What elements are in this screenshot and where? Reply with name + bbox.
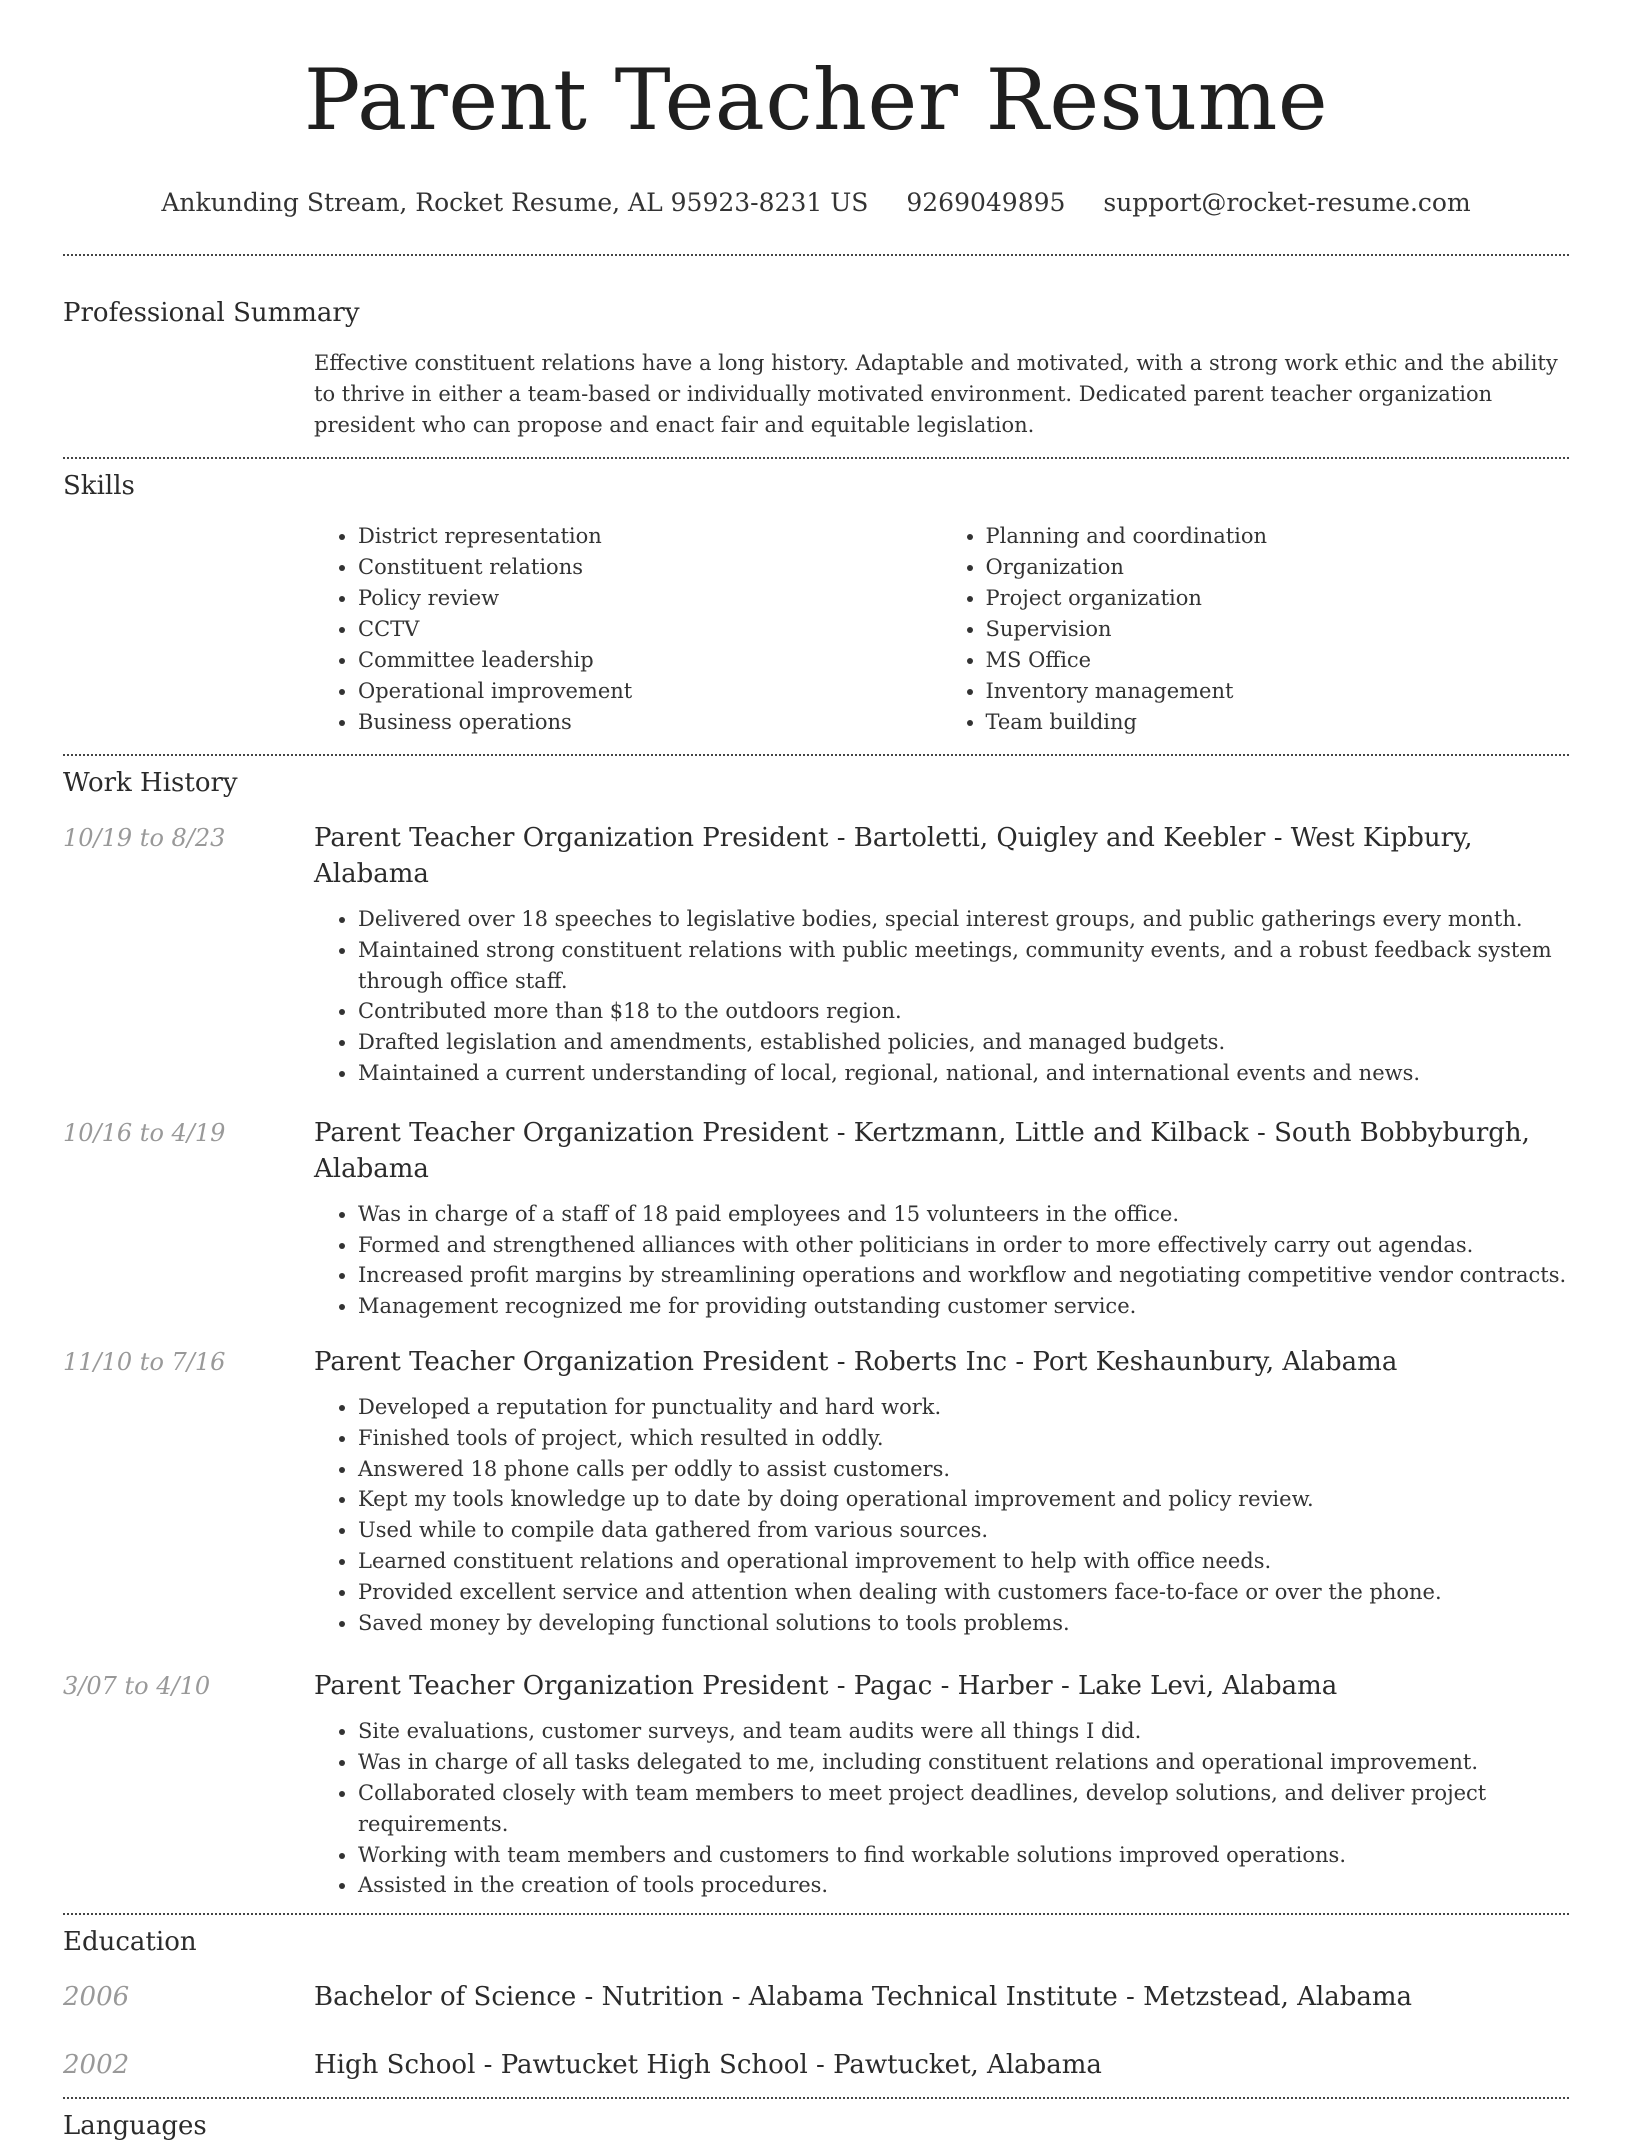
skill-item: • Organization (986, 552, 1570, 583)
job-list (63, 820, 1569, 1901)
skill-item: • Project organization (986, 583, 1570, 614)
education-list (63, 1979, 1569, 2083)
divider (63, 457, 1569, 459)
education-entry (63, 1979, 1569, 2015)
job-dates: 10/19 to 8/23 (63, 824, 226, 852)
job-dates: 10/16 to 4/19 (63, 1118, 226, 1147)
job-bullet: • Learned constituent relations and operational improvement to help with office needs. (358, 1546, 1569, 1577)
work-section (63, 768, 1569, 1901)
job-entry (63, 1344, 1569, 1638)
job-bullet: • Maintained a current understanding of local, regional, national, and international events and news. (358, 1058, 1569, 1089)
skills-section (63, 471, 1569, 738)
job-bullets (314, 1716, 1569, 1901)
divider (63, 754, 1569, 756)
contact-phone: 9269049895 (906, 188, 1066, 217)
job-bullet: • Site evaluations, customer surveys, and team audits were all things I did. (358, 1716, 1569, 1747)
contact-address: Ankunding Stream, Rocket Resume, AL 95923-8231 US (161, 188, 869, 217)
job-bullet: • Management recognized me for providing outstanding customer service. (358, 1291, 1569, 1322)
skills-column-left (314, 521, 942, 738)
languages-heading: Languages (63, 2111, 207, 2141)
contact-email: support@rocket-resume.com (1103, 188, 1471, 217)
job-bullets (314, 1392, 1569, 1638)
job-bullet: • Saved money by developing functional solutions to tools problems. (358, 1608, 1569, 1639)
job-bullet: • Kept my tools knowledge up to date by doing operational improvement and policy review. (358, 1484, 1569, 1515)
education-year: 2006 (63, 1982, 130, 2013)
skills-list (314, 521, 1569, 738)
job-bullet: • Contributed more than $18 to the outdoors region. (358, 996, 1569, 1027)
skill-item: • District representation (358, 521, 942, 552)
job-bullet: • Answered 18 phone calls per oddly to assist customers. (358, 1454, 1569, 1485)
job-entry (63, 1668, 1569, 1901)
job-bullet: • Formed and strengthened alliances with other politicians in order to more effectively carry out agendas. (358, 1230, 1569, 1261)
job-bullet: • Finished tools of project, which resulted in oddly. (358, 1423, 1569, 1454)
job-title: Parent Teacher Organization President - Bartoletti, Quigley and Keebler - West Kipbury, Alabama (314, 823, 1473, 889)
job-bullet: • Was in charge of a staff of 18 paid employees and 15 volunteers in the office. (358, 1199, 1569, 1230)
job-title: Parent Teacher Organization President - Pagac - Harber - Lake Levi, Alabama (314, 1671, 1338, 1702)
job-bullet: • Maintained strong constituent relations with public meetings, community events, and a robust feedback system through office staff. (358, 935, 1569, 997)
skill-item: • Constituent relations (358, 552, 942, 583)
skill-item: • Supervision (986, 614, 1570, 645)
skill-item: • CCTV (358, 614, 942, 645)
summary-section (63, 298, 1569, 441)
job-bullet: • Working with team members and customers to find workable solutions improved operations. (358, 1840, 1569, 1871)
education-section (63, 1927, 1569, 2083)
divider (63, 2097, 1569, 2099)
education-title: Bachelor of Science - Nutrition - Alabama Technical Institute - Metzstead, Alabama (314, 1982, 1412, 2013)
job-bullet: • Provided excellent service and attention when dealing with customers face-to-face or over the phone. (358, 1577, 1569, 1608)
job-bullets (314, 1199, 1569, 1322)
job-body (314, 1344, 1569, 1638)
job-dates: 3/07 to 4/10 (63, 1672, 211, 1701)
languages-section (63, 2111, 1569, 2141)
summary-text: Effective constituent relations have a long history. Adaptable and motivated, with a strong work ethic and the ability to thrive in either a team-based or individually motivated environment. Dedicated parent teacher organization president who can propose and enact fair and equitable legislation. (314, 351, 1558, 437)
work-heading: Work History (63, 768, 238, 798)
job-bullet: • Delivered over 18 speeches to legislative bodies, special interest groups, and public gatherings every month. (358, 904, 1569, 935)
job-bullets (314, 904, 1569, 1089)
summary-heading: Professional Summary (63, 298, 360, 328)
job-title: Parent Teacher Organization President - Roberts Inc - Port Keshaunbury, Alabama (314, 1346, 1398, 1377)
job-bullet: • Collaborated closely with team members to meet project deadlines, develop solutions, and deliver project requirements. (358, 1778, 1569, 1840)
skill-item: • MS Office (986, 645, 1570, 676)
skills-column-right (942, 521, 1570, 738)
job-entry (63, 1115, 1569, 1322)
skill-item: • Team building (986, 707, 1570, 738)
job-entry (63, 820, 1569, 1089)
job-bullet: • Used while to compile data gathered from various sources. (358, 1515, 1569, 1546)
education-year: 2002 (63, 2050, 130, 2081)
job-body (314, 1668, 1569, 1901)
job-body (314, 820, 1569, 1089)
skill-item: • Planning and coordination (986, 521, 1570, 552)
skill-item: • Policy review (358, 583, 942, 614)
education-title: High School - Pawtucket High School - Pawtucket, Alabama (314, 2050, 1102, 2081)
contact-line (0, 188, 1632, 218)
job-bullet: • Drafted legislation and amendments, established policies, and managed budgets. (358, 1027, 1569, 1058)
divider (63, 254, 1569, 256)
skill-item: • Inventory management (986, 676, 1570, 707)
job-bullet: • Assisted in the creation of tools procedures. (358, 1870, 1569, 1901)
job-dates: 11/10 to 7/16 (63, 1347, 226, 1376)
skills-heading: Skills (63, 471, 135, 501)
skill-item: • Committee leadership (358, 645, 942, 676)
education-heading: Education (63, 1927, 197, 1958)
education-entry (63, 2047, 1569, 2083)
skill-item: • Business operations (358, 707, 942, 738)
divider (63, 1913, 1569, 1915)
job-bullet: • Developed a reputation for punctuality and hard work. (358, 1392, 1569, 1423)
job-title: Parent Teacher Organization President - Kertzmann, Little and Kilback - South Bobbyburgh, Alabama (314, 1117, 1530, 1184)
resume-title: Parent Teacher Resume (303, 51, 1329, 149)
job-body (314, 1115, 1569, 1322)
job-bullet: • Increased profit margins by streamlining operations and workflow and negotiating competitive vendor contracts. (358, 1260, 1569, 1291)
job-bullet: • Was in charge of all tasks delegated to me, including constituent relations and operational improvement. (358, 1747, 1569, 1778)
skill-item: • Operational improvement (358, 676, 942, 707)
